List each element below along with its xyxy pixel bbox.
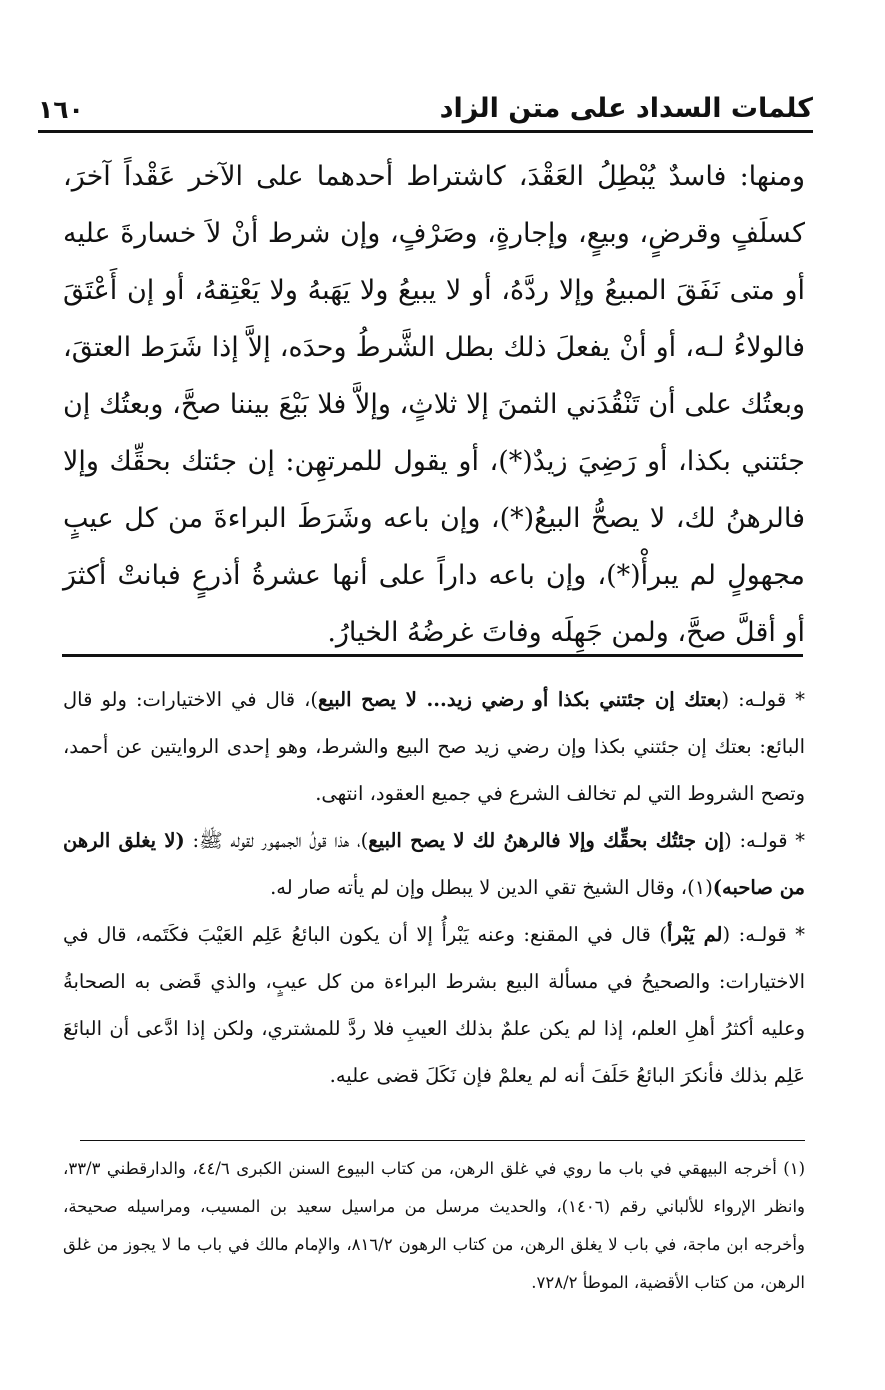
commentary-note (63, 676, 805, 817)
commentary-note-text: ) قال في المقنع: وعنه يَبْرأُ إلا أن يكون البائعُ عَلِم العَيْبَ فكَتَمه، قال في الاختيارات: والصحيحُ في مسألة البيع بشرط البراءة من كل عيبٍ، والذي قَضى به الصحابةُ وعليه أكثرُ أهلِ العلم، إذا لم يكن علمٌ بذلك العيبِ فلا ردَّ للمشتري، ولكن إذا ادَّعى أن البائعَ عَلِم بذلك فأنكرَ البائعُ حَلَفَ أنه لم يعلمْ فإن نَكَلَ قضى عليه. (63, 923, 805, 1087)
page-number: ١٦٠ (38, 95, 84, 124)
commentary-note-quote: بعتك إن جئتني بكذا أو رضي زيد... لا يصح البيع (318, 688, 722, 711)
commentary-note-text: )، هذا قولُ الجمهور لقوله ﷺ: (184, 829, 369, 852)
commentary-note-text: )، قال في الاختيارات: ولو قال البائع: بعتك إن جئتني بكذا وإن رضي زيد صح البيع والشرط، وهو إحدى الروايتين عن أحمد، وتصح الشروط التي لم تخالف الشرع في جميع العقود، انتهى. (63, 688, 805, 805)
commentary-note-text: (١)، وقال الشيخ تقي الدين لا يبطل وإن لم يأته صار له. (270, 876, 713, 899)
main-paragraph: ومنها: فاسدٌ يُبْطِلُ العَقْدَ، كاشتراط أحدهما على الآخر عَقْداً آخرَ، كسلَفٍ وقرضٍ، وبيعٍ، وإجارةٍ، وصَرْفٍ، وإن شرط أنْ لاَ خسارةَ عليه أو متى نَفَقَ المبيعُ وإلا ردَّهُ، أو لا يبيعُ ولا يَهَبهُ ولا يَعْتِقهُ، أو إن أَعْتَقَ فالولاءُ لـه، أو أنْ يفعلَ ذلك بطل الشَّرطُ وحدَه، إلاَّ إذا شَرَط العتقَ، وبعتُك على أن تَنْقُدَني الثمنَ إلا ثلاثٍ، وإلاَّ فلا بَيْعَ بيننا صحَّ، وبعتُك إن جئتني بكذا، أو رَضِيَ زيدٌ(*)، أو يقول للمرتهِن: إن جئتك بحقِّك وإلا فالرهنُ لك، لا يصحُّ البيعُ(*)، وإن باعه وشَرَطَ البراءةَ من كل عيبٍ مجهولٍ لم يبرأْ(*)، وإن باعه داراً على أنها عشرةُ أذرعٍ فبانتْ أكثرَ أو أقلَّ صحَّ، ولمن جَهِلَه وفاتَ غرضُهُ الخيارُ. (63, 161, 805, 648)
commentary-note-lead: * قولـه: ( (721, 688, 805, 711)
commentary-separator (62, 654, 803, 657)
commentary-note-lead: * قولـه: ( (724, 829, 805, 852)
commentary-note-quote: إن جئتُك بحقِّك وإلا فالرهنُ لك لا يصح البيع (368, 829, 725, 852)
reference-footnote: (١) أخرجه البيهقي في باب ما روي في غلق الرهن، من كتاب البيوع السنن الكبرى ٤٤/٦، والدارقطني ٣٣/٣، وانظر الإرواء للألباني رقم (١٤٠٦)، والحديث مرسل من مراسيل سعيد بن المسيب، ومراسيله صحيحة، وأخرجه ابن ماجة، في باب لا يغلق الرهن، من كتاب الرهون ٨١٦/٢، والإمام مالك في باب ما لا يجوز من غلق الرهن، من كتاب الأقضية، الموطأ ٧٢٨/٢. (63, 1159, 806, 1292)
book-title: كلمات السداد على متن الزاد (439, 93, 813, 124)
running-header (38, 88, 813, 124)
commentary-note-lead: * قولـه: ( (722, 923, 805, 946)
header-rule (38, 130, 813, 133)
references-block (63, 1150, 805, 1302)
commentary-block (63, 676, 805, 1099)
commentary-note-quote: لم يَبْرأ (666, 923, 723, 946)
commentary-note (63, 817, 805, 911)
hadith-quote: (لا يغلق الرهن من صاحبه) (63, 829, 805, 899)
commentary-note (63, 911, 805, 1099)
main-text-block (63, 148, 805, 661)
references-separator (80, 1140, 805, 1141)
